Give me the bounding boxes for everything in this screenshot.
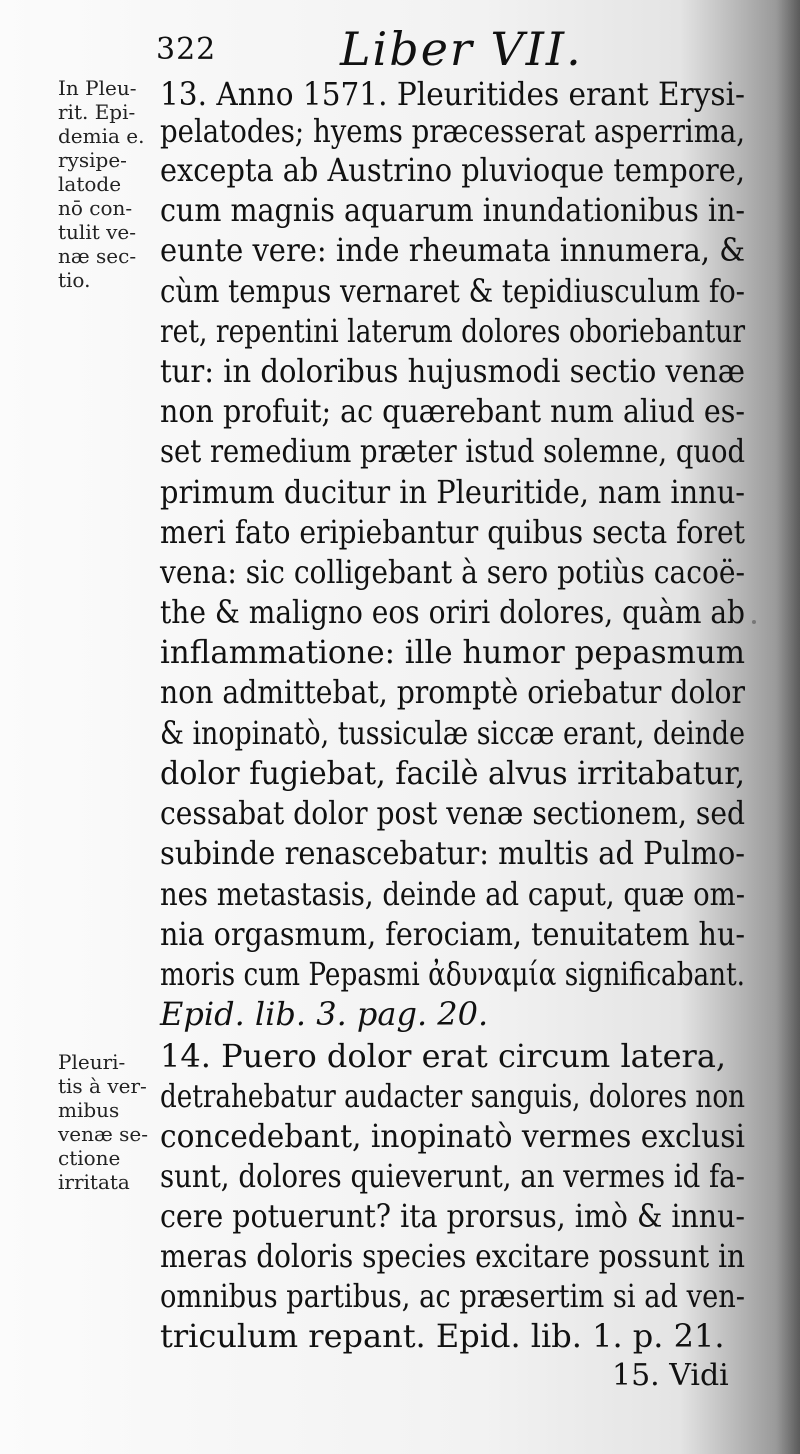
text-line-content: non profuit; ac quærebant num aliud es- [160, 392, 745, 430]
text-line [160, 956, 800, 992]
margin-note-line: Pleuri- [58, 1050, 126, 1074]
text-line-content: concedebant, inopinatò vermes exclusi [160, 1117, 745, 1155]
text-line-content: set remedium præter istud solemne, quod [160, 432, 745, 470]
text-line [160, 273, 800, 309]
text-line [160, 1078, 800, 1114]
margin-note-line: mibus [58, 1098, 120, 1122]
margin-note-line: tio. [58, 268, 91, 292]
running-head: Liber VII. [340, 22, 583, 76]
margin-note-line: tulit ve- [58, 220, 136, 244]
text-line-content: the & maligno eos oriri dolores, quàm ab [160, 593, 745, 631]
margin-note-line: ctione [58, 1146, 121, 1170]
catchword: 15. Vidi [612, 1358, 729, 1393]
text-line-content: sunt, dolores quieverunt, an vermes id fa- [160, 1157, 745, 1195]
text-line-content: inflammatione: ille humor pepasmum [160, 633, 745, 671]
text-line-content: nes metastasis, deinde ad caput, quæ om- [160, 875, 745, 913]
text-line [160, 433, 800, 469]
text-line [160, 1318, 725, 1354]
text-line-content: & inopinatò, tussiculæ siccæ erant, deinde [160, 714, 745, 752]
text-line-content: pelatodes; hyems præcesserat asperrima, [160, 112, 745, 150]
text-line-content: vena: sic colligebant à sero potiùs cacoë- [160, 553, 745, 591]
text-line [160, 1238, 800, 1274]
margin-note [58, 76, 150, 292]
margin-note-line: latode [58, 172, 122, 196]
text-line [160, 1278, 800, 1314]
text-line-content: nia orgasmum, ferociam, tenuitatem hu- [160, 915, 745, 953]
margin-note-line: rysipe- [58, 148, 127, 172]
text-line-content: eunte vere: inde rheumata innumera, & [160, 231, 745, 269]
margin-note-line: nō con- [58, 196, 133, 220]
margin-note-line: In Pleu- [58, 76, 137, 100]
text-line-content: moris cum Pepasmi ἀδυναμία significabant. [160, 955, 745, 993]
reference-citation: Epid. lib. 3. pag. 20. [160, 995, 489, 1033]
margin-note-line: næ sec- [58, 244, 137, 268]
margin-note-line: venæ se- [58, 1122, 149, 1146]
text-line [160, 474, 800, 510]
page-header [150, 14, 750, 74]
text-line-content: meri fato eripiebantur quibus secta foret [160, 513, 745, 551]
text-line [160, 916, 800, 952]
text-line [160, 1198, 800, 1234]
margin-note-line: tis à ver- [58, 1074, 147, 1098]
text-line [160, 554, 800, 590]
text-line-content: ret, repentini laterum dolores oboriebantur [160, 312, 745, 350]
text-line-content: 14. Puero dolor erat circum latera, [160, 1037, 727, 1075]
text-line-content: non admittebat, promptè oriebatur dolor [160, 673, 745, 711]
ink-dot [752, 620, 756, 624]
margin-note-line: demia e. [58, 124, 145, 148]
text-line-content: subinde renascebatur: multis ad Pulmo- [160, 834, 745, 872]
margin-note-line: irritata [58, 1170, 130, 1194]
text-line [160, 634, 767, 670]
text-line [160, 113, 800, 149]
text-line-content: excepta ab Austrino pluvioque tempore, [160, 151, 745, 189]
text-line [160, 76, 794, 112]
text-line-content: primum ducitur in Pleuritide, nam innu- [160, 473, 745, 511]
text-line [160, 313, 800, 349]
text-line-content: cessabat dolor post venæ sectionem, sed [160, 794, 745, 832]
text-line [160, 393, 800, 429]
text-line-content: triculum repant. Epid. lib. 1. p. 21. [160, 1317, 725, 1355]
margin-note [58, 1050, 150, 1194]
text-line-content: detrahebatur audacter sanguis, dolores non [160, 1077, 745, 1115]
text-line [160, 795, 800, 831]
text-line [160, 353, 800, 389]
text-line [160, 1158, 800, 1194]
text-line-content: tur: in doloribus hujusmodi sectio venæ [160, 352, 745, 390]
margin-note-line: rit. Epi- [58, 100, 136, 124]
text-line-content: cum magnis aquarum inundationibus in- [160, 191, 745, 229]
text-line-content: cere potuerunt? ita prorsus, imò & innu- [160, 1197, 745, 1235]
text-line [160, 192, 800, 228]
text-line [160, 1038, 726, 1074]
page-number: 322 [156, 32, 217, 67]
text-line-content: 13. Anno 1571. Pleuritides erant Erysi- [160, 75, 745, 113]
text-line-content: dolor fugiebat, facilè alvus irritabatur, [160, 754, 745, 792]
text-line [160, 514, 800, 550]
text-line [160, 715, 800, 751]
text-line [160, 876, 800, 912]
text-line [160, 674, 800, 710]
text-line-content: meras doloris species excitare possunt in [160, 1237, 745, 1275]
text-line [160, 755, 781, 791]
text-line [160, 1118, 791, 1154]
text-line [160, 594, 800, 630]
text-line [160, 835, 800, 871]
text-line [160, 152, 800, 188]
text-line-content: omnibus partibus, ac præsertim si ad ven- [160, 1277, 745, 1315]
text-line [160, 232, 800, 268]
text-line [160, 996, 488, 1032]
text-line-content: cùm tempus vernaret & tepidiusculum fo- [160, 272, 745, 310]
